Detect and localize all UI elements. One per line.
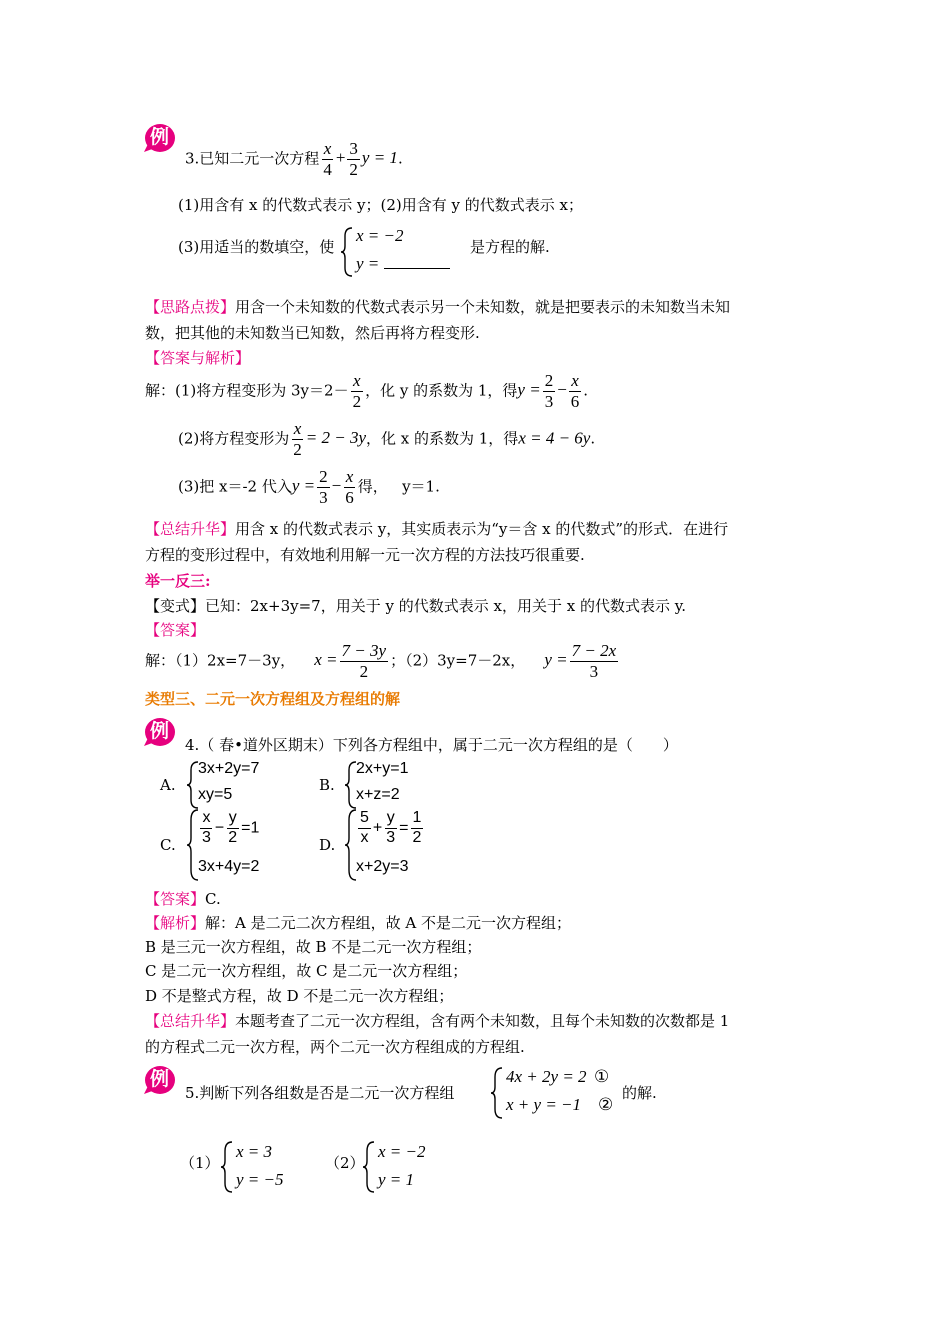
frac-num: 3	[349, 139, 358, 158]
practice-answer-2: ；（2）3y=7－2x，	[390, 651, 526, 670]
ex5-equation-1: 4x + 2y = 2	[506, 1067, 587, 1086]
practice-answer-label: 【答案】	[145, 621, 206, 639]
ex4-analysis-b: B 是三元一次方程组，故 B 不是二元一次方程组；	[145, 938, 482, 956]
period: .	[583, 381, 589, 400]
frac-num: 1	[411, 810, 424, 829]
frac-num: x	[353, 371, 361, 390]
ex3-question-3-prefix: (3)用适当的数填空，使	[178, 238, 335, 256]
option-a-label: A.	[160, 776, 176, 794]
ex5-equation-2: x + y = −1	[506, 1095, 582, 1114]
example-badge	[142, 1060, 176, 1094]
solution-line-1	[145, 372, 588, 411]
ex4-summary-line-1	[145, 1010, 729, 1031]
summary-line-1	[145, 518, 728, 539]
ex4-answer-label: 【答案】	[145, 890, 206, 908]
equals-one: =1	[241, 819, 260, 837]
solution-3-prefix: (3)把 x＝-2 代入	[178, 477, 292, 496]
hint-label: 【思路点拨】	[145, 298, 236, 316]
summary-text-2: 方程的变形过程中，有效地利用解一元一次方程的方法技巧很重要.	[145, 546, 585, 564]
frac-num: y	[227, 810, 239, 829]
solution-line-2	[178, 420, 595, 459]
frac-num: 7 − 3y	[341, 641, 387, 660]
example-badge	[142, 118, 176, 152]
ex4-analysis-line	[145, 912, 571, 933]
ex4-answer-text: C.	[205, 890, 221, 908]
ex5-pair-1-label: （1）	[180, 1154, 220, 1172]
ex3-title: 3.已知二元一次方程	[185, 149, 320, 168]
minus-sign: −	[214, 819, 225, 837]
option-b-label: B.	[319, 776, 335, 794]
frac-den: 3	[589, 661, 599, 681]
equation-tail: y = 1	[361, 148, 398, 168]
period: .	[397, 149, 403, 168]
practice-answer-line	[145, 642, 620, 681]
option-d-label: D.	[319, 836, 336, 854]
frac-num: 5	[358, 810, 371, 829]
frac-den: 3	[386, 828, 396, 846]
brace-icon	[490, 1066, 504, 1120]
solution-line-3	[178, 468, 440, 507]
practice-answer-1: 解：（1）2x=7－3y，	[145, 651, 296, 670]
y-equals: y =	[291, 476, 316, 496]
solution-2-result: x = 4 − 6y	[518, 428, 591, 448]
frac-num: x	[345, 467, 354, 486]
ex5-pair-1-x: x = 3	[236, 1142, 273, 1161]
solution-2-equation: = 2 − 3y	[305, 428, 366, 448]
badge-label: 例	[150, 720, 170, 742]
frac-num: 2	[319, 467, 328, 486]
plus-sign: +	[335, 148, 346, 168]
frac-den: 2	[349, 159, 358, 179]
solution-1-prefix: 解：(1)将方程变形为 3y＝2－	[145, 381, 349, 400]
variant-text: 已知：2x+3y=7，用关于 y 的代数式表示 x，用关于 x 的代数式表示 y.	[205, 597, 686, 615]
plus-sign: +	[372, 819, 383, 837]
frac-num: x	[323, 139, 332, 158]
solution-1-mid: ，化 y 的系数为 1，得	[365, 381, 518, 400]
ex4-title: 4.（ 春•道外区期末）下列各方程组中，属于二元一次方程组的是（ ）	[185, 736, 678, 754]
frac-den: 3	[319, 487, 328, 507]
frac-num: y	[385, 810, 397, 829]
ex5-pair-2-label: （2）	[325, 1154, 365, 1172]
badge-label: 例	[150, 1068, 170, 1090]
ex5-mark-1: ①	[594, 1067, 610, 1087]
ex5-pair-1	[220, 1140, 300, 1194]
ex5-pair-2-x: x = −2	[378, 1142, 426, 1161]
ex5-pair-2-y: y = 1	[378, 1170, 415, 1189]
option-d-line-2: x+2y=3	[356, 858, 409, 875]
solution-2-mid: ，化 x 的系数为 1，得	[366, 429, 519, 448]
frac-den: 2	[228, 828, 238, 846]
brace-icon	[362, 1140, 376, 1194]
summary-text-1: 用含 x 的代数式表示 y，其实质表示为“y＝含 x 的代数式”的形式．在进行	[235, 520, 729, 538]
system-line-2-text: y =	[356, 254, 380, 273]
hint-text-2: 数，把其他的未知数当已知数，然后再将方程变形.	[145, 324, 480, 342]
option-c-system	[186, 808, 296, 882]
system-line-1: x = −2	[356, 226, 404, 245]
ex3-question-3-suffix: 是方程的解.	[470, 238, 550, 256]
solution-3-end: y＝1.	[402, 477, 440, 496]
y-equals: y =	[544, 650, 568, 670]
ex4-analysis-d: D 不是整式方程，故 D 不是二元一次方程组；	[145, 987, 454, 1005]
brace-icon	[220, 1140, 234, 1194]
ex5-title-end: 的解.	[622, 1084, 657, 1102]
variant-line	[145, 595, 686, 616]
fill-blank[interactable]	[384, 254, 450, 269]
system-line-2	[356, 254, 450, 274]
ex5-mark-2: ②	[598, 1095, 614, 1115]
ex3-title-line	[185, 140, 403, 179]
solution-2-prefix: (2)将方程变形为	[178, 429, 290, 448]
option-b-system	[344, 760, 444, 810]
option-c-line-1	[198, 810, 259, 847]
frac-den: 6	[345, 487, 354, 507]
frac-den: 4	[323, 159, 332, 179]
frac-num: x	[293, 419, 302, 438]
ex4-summary-text-1: 本题考查了二元一次方程组，含有两个未知数，且每个未知数的次数都是 1	[235, 1012, 730, 1030]
example-badge	[142, 712, 176, 746]
frac-den: 2	[293, 439, 302, 459]
option-a-system	[186, 760, 296, 810]
badge-label: 例	[150, 126, 170, 148]
frac-den: 2	[359, 661, 369, 681]
hint-text-1: 用含一个未知数的代数式表示另一个未知数，就是把要表示的未知数当未知	[235, 298, 731, 316]
ex3-question-1-2: (1)用含有 x 的代数式表示 y；(2)用含有 y 的代数式表示 x；	[178, 196, 583, 214]
ex4-analysis-c: C 是二元一次方程组，故 C 是二元一次方程组；	[145, 962, 468, 980]
option-b-line-2: x+z=2	[356, 786, 400, 803]
frac-den: 3	[544, 391, 554, 411]
minus-sign: −	[557, 380, 567, 400]
minus-sign: −	[331, 476, 342, 496]
option-d-line-1	[356, 810, 425, 847]
frac-den: 2	[352, 391, 362, 411]
summary-label: 【总结升华】	[145, 520, 236, 538]
ex4-answer-line	[145, 888, 221, 909]
ex5-system	[490, 1066, 625, 1120]
ex4-summary-label: 【总结升华】	[145, 1012, 236, 1030]
ex5-title: 5.判断下列各组数是否是二元一次方程组	[185, 1084, 455, 1102]
frac-num: 2	[544, 371, 554, 390]
option-d-system	[344, 808, 444, 882]
y-equals: y =	[517, 380, 541, 400]
frac-num: x	[571, 371, 579, 390]
ex5-pair-1-y: y = −5	[236, 1170, 284, 1189]
solution-3-mid: 得，	[357, 477, 388, 496]
equals-sign: =	[399, 819, 409, 837]
x-equals: x =	[314, 650, 338, 670]
answer-analysis-label: 【答案与解析】	[145, 349, 251, 367]
ex4-analysis-label: 【解析】	[145, 914, 206, 932]
frac-den: 3	[202, 828, 211, 846]
option-a-line-2: xy=5	[198, 786, 233, 803]
frac-num: x	[200, 810, 212, 829]
option-c-label: C.	[160, 836, 176, 854]
section-3-heading: 类型三、二元一次方程组及方程组的解	[145, 690, 401, 708]
period: .	[590, 429, 596, 448]
frac-num: 7 − 2x	[571, 641, 617, 660]
variant-label: 【变式】	[145, 597, 206, 615]
option-b-line-1: 2x+y=1	[356, 760, 409, 777]
frac-den: 6	[570, 391, 580, 411]
hint-line-1	[145, 296, 730, 317]
option-a-line-1: 3x+2y=7	[198, 760, 260, 777]
frac-den: x	[360, 828, 369, 846]
brace-icon	[340, 226, 354, 278]
option-c-line-2: 3x+4y=2	[198, 858, 260, 875]
ex4-analysis-text: 解：A 是二元二次方程组，故 A 不是二元一次方程组；	[205, 914, 571, 932]
ex3-solution-system	[340, 226, 470, 278]
ex5-pair-2	[362, 1140, 442, 1194]
ex4-summary-text-2: 的方程式二元一次方程，两个二元一次方程组成的方程组.	[145, 1038, 525, 1056]
frac-den: 2	[412, 828, 422, 846]
practice-heading: 举一反三:	[145, 572, 211, 590]
